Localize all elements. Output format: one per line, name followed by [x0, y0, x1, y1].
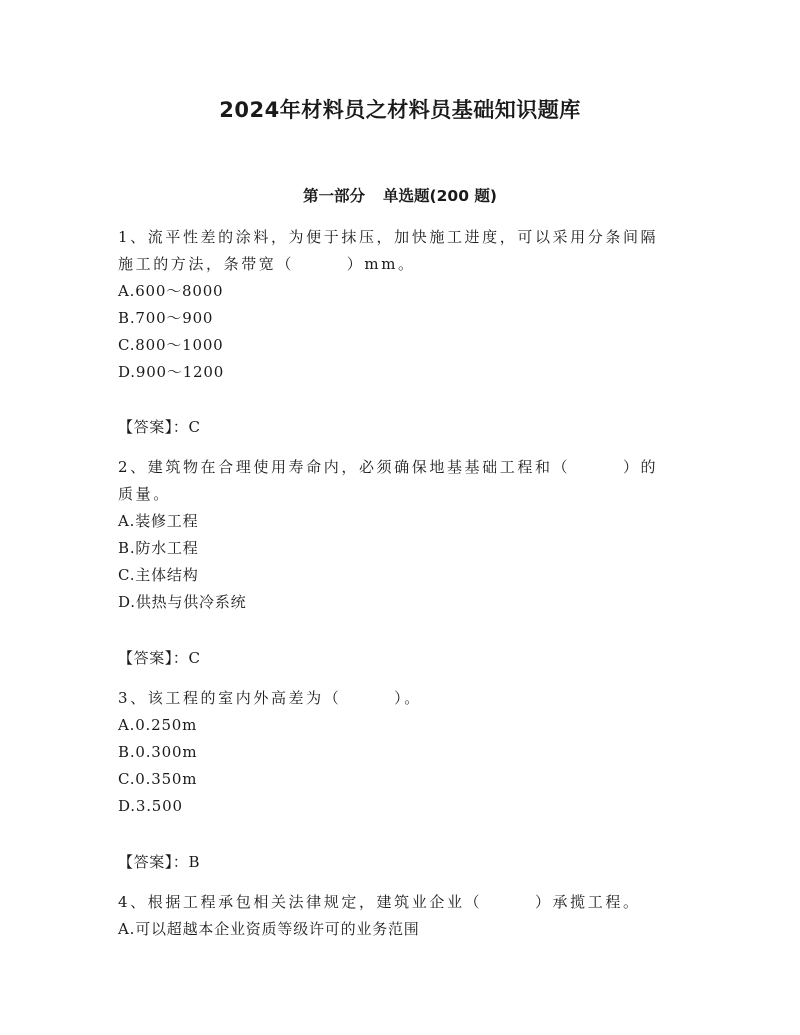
section-title: [0, 184, 800, 206]
question-2-option-a: A.装修工程: [118, 512, 199, 530]
document-title: 2024年材料员之材料员基础知识题库: [219, 98, 581, 122]
question-2-stem-line-1: 2、建筑物在合理使用寿命内，必须确保地基基础工程和（ ）的: [118, 458, 659, 476]
question-1-stem-line-2: 施工的方法，条带宽（ ）mm。: [118, 255, 416, 273]
question-3-answer: 【答案】：B: [118, 853, 201, 871]
question-1-option-c: C.800～1000: [118, 336, 224, 354]
section-name: 单选题(200 题): [383, 187, 497, 205]
question-3-option-b: B.0.300m: [118, 743, 198, 761]
question-2-option-d: D.供热与供冷系统: [118, 593, 247, 611]
question-2-option-c: C.主体结构: [118, 566, 199, 584]
question-3-stem-line-1: 3、该工程的室内外高差为（ ）。: [118, 689, 422, 707]
question-3-option-a: A.0.250m: [118, 716, 198, 734]
question-4-stem-line-1: 4、根据工程承包相关法律规定，建筑业企业（ ）承揽工程。: [118, 893, 641, 911]
question-1-stem-line-1: 1、流平性差的涂料，为便于抹压，加快施工进度，可以采用分条间隔: [118, 228, 659, 246]
question-2-stem-line-2: 质量。: [118, 485, 171, 503]
question-2-option-b: B.防水工程: [118, 539, 199, 557]
question-2-answer: 【答案】：C: [118, 649, 201, 667]
question-4-option-a: A.可以超越本企业资质等级许可的业务范围: [118, 920, 420, 938]
question-3-option-d: D.3.500: [118, 797, 183, 815]
question-1-option-d: D.900～1200: [118, 363, 225, 381]
question-1-option-a: A.600～8000: [118, 282, 224, 300]
question-1-option-b: B.700～900: [118, 309, 214, 327]
question-1-answer: 【答案】：C: [118, 418, 201, 436]
question-3-option-c: C.0.350m: [118, 770, 198, 788]
section-part: 第一部分: [303, 187, 366, 205]
